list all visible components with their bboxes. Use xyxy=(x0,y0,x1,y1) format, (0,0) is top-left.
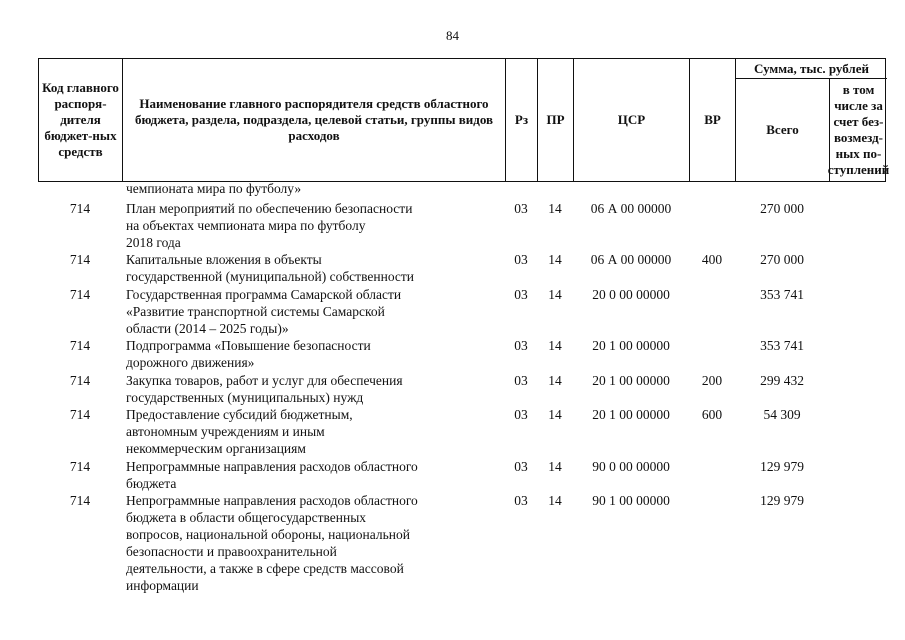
cell-name-line: безопасности и правоохранительной xyxy=(126,544,337,559)
cell-total: 270 000 xyxy=(760,201,804,216)
cell-pr: 14 xyxy=(548,407,562,422)
cell-total: 299 432 xyxy=(760,373,804,388)
cell-pr: 14 xyxy=(548,459,562,474)
cell-name-line: государственной (муниципальной) собственности xyxy=(126,269,415,284)
cell-vr: 400 xyxy=(701,252,723,267)
continuation-text: чемпионата мира по футболу» xyxy=(126,181,302,196)
cell-name-line: автономным учреждениям и иным xyxy=(126,424,325,439)
cell-code: 714 xyxy=(69,407,91,422)
cell-vr: 600 xyxy=(701,407,723,422)
cell-name-line: План мероприятий по обеспечению безопасности xyxy=(126,201,413,216)
cell-name-line: на объектах чемпионата мира по футболу xyxy=(126,218,366,233)
header-pr: ПР xyxy=(538,59,574,181)
cell-name-line: Подпрограмма «Повышение безопасности xyxy=(126,338,371,353)
cell-csr: 20 1 00 00000 xyxy=(592,407,670,422)
cell-name-line: некоммерческим организациям xyxy=(126,441,306,456)
cell-name xyxy=(126,406,508,457)
cell-pr: 14 xyxy=(548,338,562,353)
header-gratuitous: в том числе за счет без-возмезд-ных по-ступлений xyxy=(827,82,890,177)
cell-code: 714 xyxy=(69,287,91,302)
table-header xyxy=(38,58,890,182)
cell-total: 129 979 xyxy=(760,459,804,474)
cell-csr: 20 1 00 00000 xyxy=(592,338,670,353)
cell-code: 714 xyxy=(69,493,91,508)
cell-pr: 14 xyxy=(548,201,562,216)
cell-csr: 20 0 00 00000 xyxy=(592,287,670,302)
cell-pr: 14 xyxy=(548,287,562,302)
cell-vr: 200 xyxy=(701,373,723,388)
cell-code: 714 xyxy=(69,459,91,474)
cell-name-line: вопросов, национальной обороны, национальной xyxy=(126,527,410,542)
cell-name-line: «Развитие транспортной системы Самарской xyxy=(126,304,385,319)
cell-name xyxy=(126,458,508,492)
cell-csr: 06 А 00 00000 xyxy=(590,201,672,216)
cell-csr: 90 1 00 00000 xyxy=(592,493,670,508)
cell-name-line: Предоставление субсидий бюджетным, xyxy=(126,407,353,422)
cell-name-line: области (2014 – 2025 годы)» xyxy=(126,321,289,336)
cell-rz: 03 xyxy=(514,493,528,508)
cell-name-line: дорожного движения» xyxy=(126,355,255,370)
cell-rz: 03 xyxy=(514,338,528,353)
cell-name-line: Капитальные вложения в объекты xyxy=(126,252,322,267)
cell-code: 714 xyxy=(69,338,91,353)
header-csr: ЦСР xyxy=(574,59,690,181)
cell-name xyxy=(126,286,508,337)
cell-pr: 14 xyxy=(548,373,562,388)
page-number: 84 xyxy=(446,28,459,43)
header-code: Код главного распоря-дителя бюджет-ных средств xyxy=(39,59,123,181)
cell-name-line: Непрограммные направления расходов областного xyxy=(126,493,418,508)
cell-csr: 90 0 00 00000 xyxy=(592,459,670,474)
cell-rz: 03 xyxy=(514,287,528,302)
cell-name-line: 2018 года xyxy=(126,235,181,250)
cell-rz: 03 xyxy=(514,459,528,474)
header-sum: Сумма, тыс. рублей xyxy=(736,59,887,79)
cell-total: 353 741 xyxy=(760,338,804,353)
cell-name xyxy=(126,492,508,594)
cell-total: 270 000 xyxy=(760,252,804,267)
cell-name xyxy=(126,251,508,285)
cell-csr: 20 1 00 00000 xyxy=(592,373,670,388)
cell-total: 54 309 xyxy=(763,407,801,422)
cell-code: 714 xyxy=(69,252,91,267)
cell-name-line: бюджета в области общегосударственных xyxy=(126,510,367,525)
cell-code: 714 xyxy=(69,201,91,216)
header-total: Всего xyxy=(736,79,830,181)
cell-total: 129 979 xyxy=(760,493,804,508)
cell-name xyxy=(126,372,508,406)
cell-name xyxy=(126,200,508,251)
cell-total: 353 741 xyxy=(760,287,804,302)
cell-name-line: Закупка товаров, работ и услуг для обеспечения xyxy=(126,373,403,388)
cell-name-line: информации xyxy=(126,578,199,593)
cell-rz: 03 xyxy=(514,252,528,267)
cell-rz: 03 xyxy=(514,373,528,388)
header-rz: Рз xyxy=(506,59,538,181)
cell-name xyxy=(126,337,508,371)
cell-name-line: Непрограммные направления расходов областного xyxy=(126,459,418,474)
header-name: Наименование главного распорядителя средств областного бюджета, раздела, подраздела, целевой статьи, группы видов расходов xyxy=(123,59,506,181)
cell-pr: 14 xyxy=(548,252,562,267)
cell-name-line: государственных (муниципальных) нужд xyxy=(126,390,364,405)
cell-rz: 03 xyxy=(514,201,528,216)
cell-pr: 14 xyxy=(548,493,562,508)
header-vr: ВР xyxy=(690,59,736,181)
cell-csr: 06 А 00 00000 xyxy=(590,252,672,267)
cell-name-line: Государственная программа Самарской области xyxy=(126,287,402,302)
cell-code: 714 xyxy=(69,373,91,388)
cell-name-line: бюджета xyxy=(126,476,177,491)
cell-name-line: деятельности, а также в сфере средств массовой xyxy=(126,561,404,576)
cell-rz: 03 xyxy=(514,407,528,422)
